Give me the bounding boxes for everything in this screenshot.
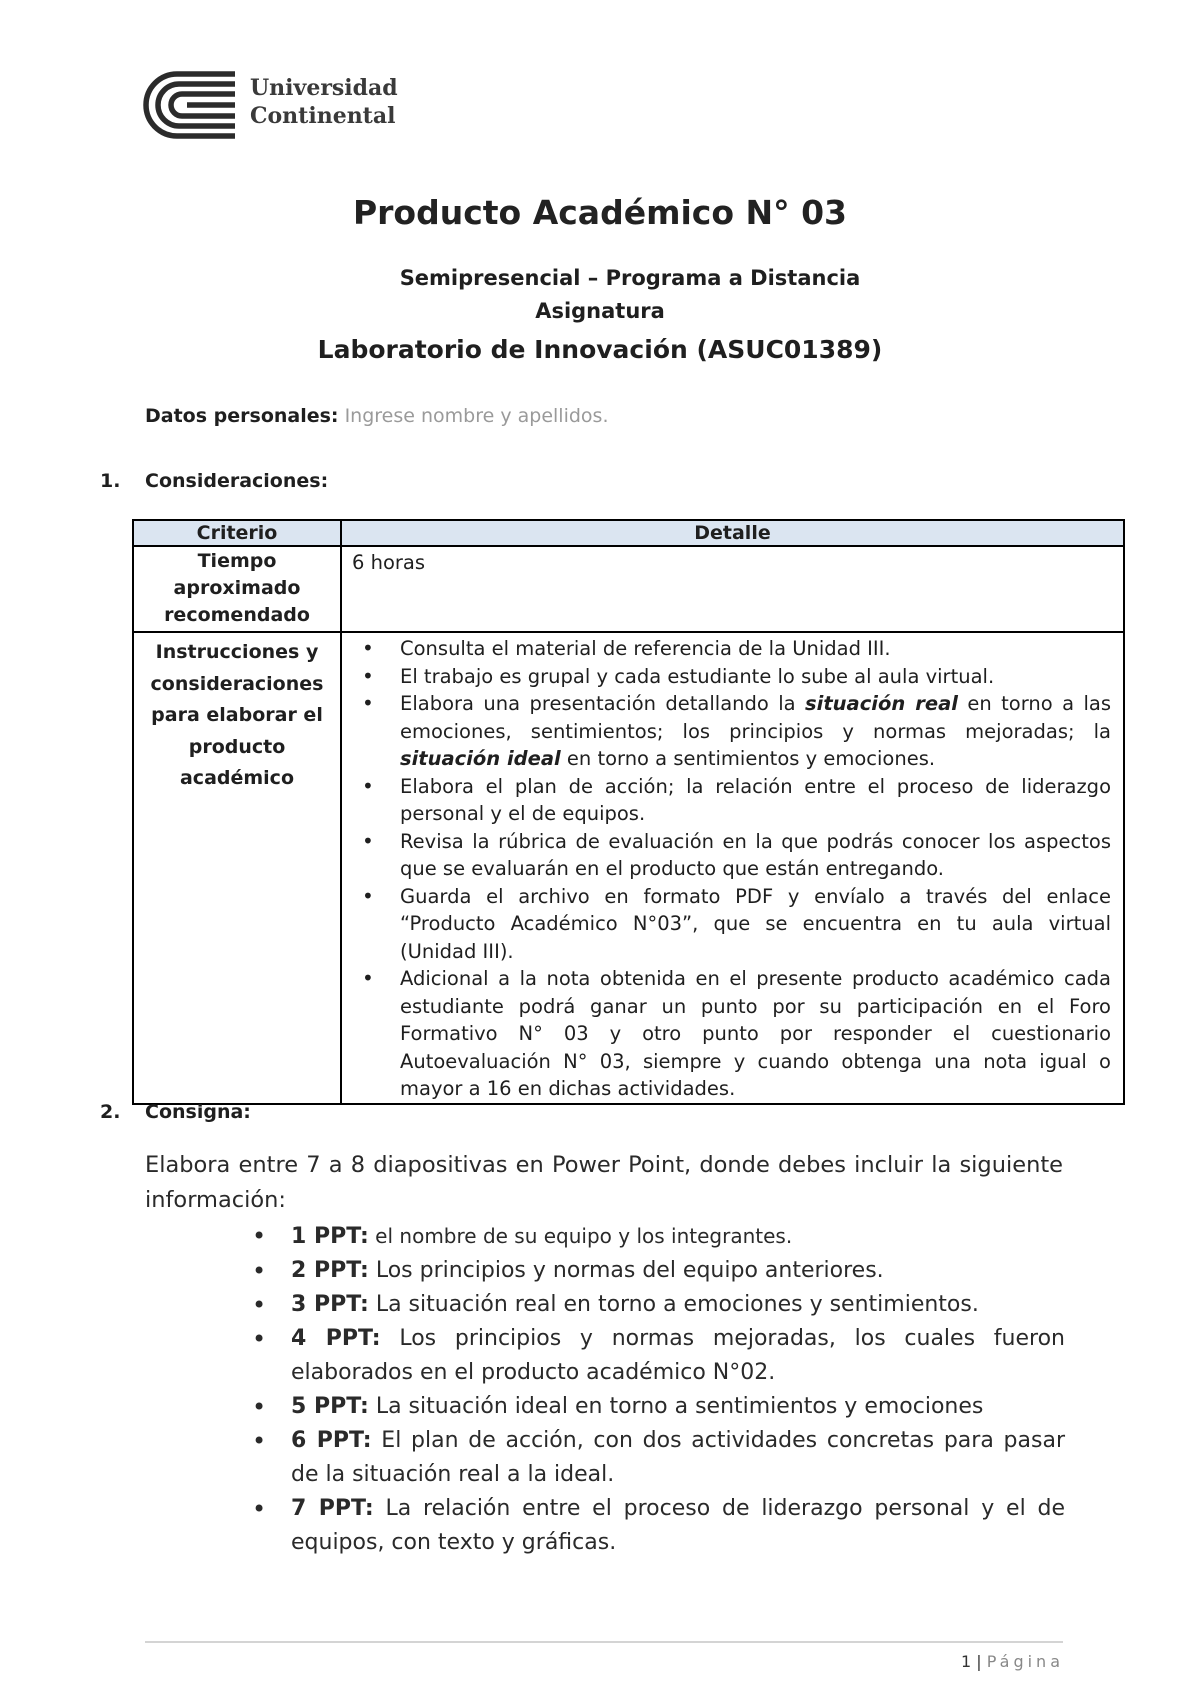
list-item: [250, 1390, 1065, 1424]
ppt-text: La relación entre el proceso de liderazgo personal y el de equipos, con texto y gráficas.: [291, 1496, 1065, 1555]
logo-text: [250, 74, 398, 130]
ppt-label: 3 PPT:: [291, 1292, 369, 1317]
section-number: 1.: [100, 470, 121, 492]
list-item: • Elabora el plan de acción; la relación entre el proceso de liderazgo personal y el de equipos.: [352, 773, 1111, 828]
ppt-label: 1 PPT:: [291, 1224, 369, 1249]
detail-cell: [341, 632, 1124, 1104]
document-title: Producto Académico N° 03: [352, 193, 848, 232]
list-item: [250, 1219, 1065, 1254]
section-number: 2.: [100, 1101, 121, 1123]
course-name: Laboratorio de Innovación (ASUC01389): [317, 335, 883, 364]
list-item: [250, 1492, 1065, 1560]
table-header-row: [133, 520, 1124, 546]
ppt-text: Los principios y normas mejoradas, los cuales fueron elaborados en el producto académico N°02.: [291, 1326, 1065, 1385]
logo-line-2: Continental: [250, 103, 396, 129]
page-word: Página: [986, 1652, 1064, 1671]
list-item-text: en torno a las emociones, sentimientos; los principios y normas mejoradas; la: [400, 692, 1111, 743]
footer-separator: |: [976, 1652, 982, 1671]
considerations-table: [132, 519, 1125, 1105]
personal-data-input[interactable]: Ingrese nombre y apellidos.: [344, 405, 609, 427]
university-logo-icon: [143, 70, 239, 140]
subject-label: Asignatura: [535, 299, 665, 323]
document-subtitle: Semipresencial – Programa a Distancia: [399, 266, 861, 290]
instructions-list: [352, 635, 1111, 1103]
ppt-label: 6 PPT:: [291, 1428, 372, 1453]
list-item: [250, 1254, 1065, 1288]
detail-cell: 6 horas: [341, 546, 1124, 632]
emphasis-real: situación real: [805, 692, 958, 715]
ppt-label: 4 PPT:: [291, 1326, 381, 1351]
personal-data: [145, 405, 609, 427]
ppt-text: La situación ideal en torno a sentimientos y emociones: [368, 1394, 984, 1419]
ppt-label: 2 PPT:: [291, 1258, 369, 1283]
list-item: [352, 690, 1111, 773]
list-item-text: Elabora una presentación detallando la: [400, 692, 806, 715]
list-item-text: en torno a sentimientos y emociones.: [560, 747, 936, 770]
ppt-text: Los principios y normas del equipo anteriores.: [368, 1258, 884, 1283]
list-item: [250, 1322, 1065, 1390]
list-item: • Consulta el material de referencia de la Unidad III.: [352, 635, 1111, 663]
page-number: 1: [960, 1652, 972, 1671]
logo-line-1: Universidad: [250, 75, 398, 101]
emphasis-ideal: situación ideal: [400, 747, 561, 770]
list-item: • Revisa la rúbrica de evaluación en la que podrás conocer los aspectos que se evaluarán en el producto que están entregando.: [352, 828, 1111, 883]
footer-divider: [145, 1641, 1063, 1643]
table-header-criterion: Criterio: [133, 520, 341, 546]
ppt-text: La situación real en torno a emociones y sentimientos.: [368, 1292, 979, 1317]
university-logo: [143, 70, 403, 140]
table-row: [133, 632, 1124, 1104]
list-item: • Guarda el archivo en formato PDF y envíalo a través del enlace “Producto Académico N°03”, que se encuentra en tu aula virtual (Unidad III).: [352, 883, 1111, 966]
ppt-label: 7 PPT:: [291, 1496, 374, 1521]
ppt-text: El plan de acción, con dos actividades concretas para pasar de la situación real a la ideal.: [291, 1428, 1065, 1487]
list-item: [250, 1288, 1065, 1322]
ppt-label: 5 PPT:: [291, 1394, 369, 1419]
personal-data-label: Datos personales:: [145, 405, 339, 427]
table-row: [133, 546, 1124, 632]
section-label: Consigna:: [145, 1101, 251, 1123]
section-label: Consideraciones:: [145, 470, 329, 492]
table-header-detail: Detalle: [341, 520, 1124, 546]
criterion-cell: Tiempo aproximado recomendado: [133, 546, 341, 632]
task-intro: Elabora entre 7 a 8 diapositivas en Power Point, donde debes incluir la siguiente información:: [145, 1152, 1063, 1213]
list-item: • Adicional a la nota obtenida en el presente producto académico cada estudiante podrá ganar un punto por su participación en el Foro Formativo N° 03 y otro punto por responder el cuestionario Autoevaluación N° 03, siempre y cuando obtenga una nota igual o mayor a 16 en dichas actividades.: [352, 965, 1111, 1103]
ppt-list: [250, 1219, 1065, 1560]
criterion-cell: Instrucciones y consideraciones para elaborar el producto académico: [133, 632, 341, 1104]
list-item: [250, 1424, 1065, 1492]
ppt-text: el nombre de su equipo y los integrantes.: [368, 1224, 793, 1248]
list-item: • El trabajo es grupal y cada estudiante lo sube al aula virtual.: [352, 663, 1111, 691]
page-footer: [961, 1652, 1064, 1671]
